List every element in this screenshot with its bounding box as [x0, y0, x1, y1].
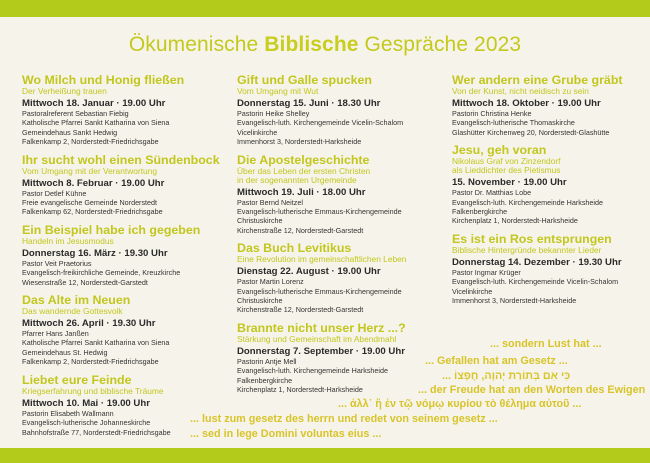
- event-detail-line: Evangelisch-lutherische Emmaus-Kirchengemeinde: [237, 207, 402, 217]
- event-title: Jesu, geh voran: [452, 143, 547, 158]
- event-entry: [22, 224, 227, 287]
- event-detail-line: Falkenbergkirche: [452, 207, 508, 217]
- quote-line: ... Gefallen hat am Gesetz ...: [425, 355, 568, 367]
- event-subtitle: Vom Umgang mit der Verantwortung: [22, 165, 157, 176]
- event-title: Ein Beispiel habe ich gegeben: [22, 222, 201, 237]
- quote-line: כִּי אִם בְּתוֹרַת יְהוָה, חֶפְצוֹ ...: [442, 370, 571, 382]
- event-detail-line: Pastorin Antje Mell: [237, 356, 297, 366]
- event-subtitle: Eine Revolution im gemeinschaftlichen Leben: [237, 254, 407, 265]
- event-entry: [237, 242, 442, 315]
- event-detail-line: Falkenkamp 2, Norderstedt-Friedrichsgabe: [22, 357, 159, 367]
- event-entry: [22, 74, 227, 147]
- event-detail-line: Falkenkamp 62, Norderstedt-Friedrichsgabe: [22, 207, 163, 217]
- event-subtitle: Biblische Hintergründe bekannter Lieder: [452, 244, 602, 255]
- event-detail-line: Christuskirche: [237, 296, 283, 306]
- event-detail-line: Kirchenplatz 1, Norderstedt-Harksheide: [237, 385, 363, 395]
- event-detail-line: Kirchenplatz 1, Norderstedt-Harksheide: [452, 216, 578, 226]
- event-title: Liebet eure Feinde: [22, 372, 132, 387]
- event-date: Mittwoch 8. Februar · 19.00 Uhr: [22, 177, 165, 189]
- event-date: 15. November · 19.00 Uhr: [452, 177, 567, 189]
- event-detail-line: Pastorin Christina Henke: [452, 109, 532, 118]
- event-date: Mittwoch 10. Mai · 19.00 Uhr: [22, 397, 150, 409]
- column-3: [452, 74, 648, 312]
- event-date: Donnerstag 15. Juni · 18.30 Uhr: [237, 98, 381, 109]
- event-detail-line: Pastor Bernd Neitzel: [237, 197, 303, 207]
- quote-line: ... der Freude hat an den Worten des Ewigen: [418, 384, 646, 396]
- event-subtitle: Handeln im Jesusmodus: [22, 235, 114, 246]
- event-subtitle: Über das Leben der ersten Christen in der sogenannten Urgemeinde: [237, 165, 371, 185]
- event-detail-line: Christuskirche: [237, 216, 283, 226]
- event-date: Donnerstag 16. März · 19.30 Uhr: [22, 247, 168, 259]
- column-2: [237, 74, 442, 402]
- event-entry: [22, 294, 227, 367]
- title-part-2: Biblische: [264, 33, 359, 56]
- event-detail-line: Evangelisch-luth. Kirchengemeinde Harksheide: [452, 197, 604, 207]
- event-entry: [237, 74, 442, 147]
- event-detail-line: Evangelisch-luth. Kirchengemeinde Vicelin-Schalom: [452, 277, 619, 287]
- event-title: Das Buch Levitikus: [237, 241, 352, 256]
- event-detail-line: Wiesenstraße 12, Norderstedt-Garstedt: [22, 277, 148, 287]
- event-subtitle: Das wandernde Gottesvolk: [22, 306, 123, 317]
- title-part-3: Gespräche 2023: [358, 33, 522, 56]
- event-detail-line: Pastor Dr. Matthias Lobe: [452, 188, 532, 198]
- event-detail-line: Immenhorst 3, Norderstedt-Harksheide: [452, 296, 577, 306]
- quote-line: ... lust zum gesetz des herrn und redet von seinem gesetz ...: [190, 413, 498, 425]
- event-detail-line: Evangelisch-lutherische Emmaus-Kirchengemeinde: [237, 286, 402, 296]
- event-title: Das Alte im Neuen: [22, 293, 131, 308]
- event-date: Mittwoch 18. Januar · 19.00 Uhr: [22, 98, 166, 109]
- event-detail-line: Pastorin Heike Shelley: [237, 109, 310, 118]
- event-detail-line: Vicelinkirche: [237, 127, 278, 137]
- event-entry: [237, 322, 442, 395]
- event-title: Wo Milch und Honig fließen: [22, 73, 185, 87]
- event-detail-line: Katholische Pfarrei Sankt Katharina von Siena: [22, 338, 170, 348]
- event-detail-line: Pastor Veit Praetorius: [22, 258, 92, 268]
- event-detail-line: Falkenbergkirche: [237, 375, 293, 385]
- event-date: Mittwoch 19. Juli · 18.00 Uhr: [237, 186, 366, 198]
- event-detail-line: Immenhorst 3, Norderstedt-Harksheide: [237, 137, 362, 147]
- event-detail-line: Freie evangelische Gemeinde Norderstedt: [22, 198, 158, 208]
- quote-line: ... sondern Lust hat ...: [490, 338, 602, 350]
- quote-line: ... sed in lege Domini voluntas eius ...: [190, 428, 382, 440]
- event-title: Wer andern eine Grube gräbt: [452, 73, 623, 87]
- event-detail-line: Gemeindehaus Sankt Hedwig: [22, 127, 118, 137]
- event-detail-line: Evangelisch-lutherische Thomaskirche: [452, 118, 575, 128]
- event-detail-line: Gemeindehaus St. Hedwig: [22, 347, 108, 357]
- event-entry: [452, 233, 648, 306]
- event-title: Es ist ein Ros entsprungen: [452, 231, 612, 246]
- event-detail-line: Pastor Detlef Kühne: [22, 188, 87, 198]
- quote-line: ... ἀλλ᾽ ἢ ἐν τῷ νόμῳ κυρίου τὸ θέλημα αὐτοῦ ...: [338, 398, 582, 410]
- event-date: Donnerstag 7. September · 19.00 Uhr: [237, 345, 405, 357]
- event-detail-line: Kirchenstraße 12, Norderstedt-Garstedt: [237, 305, 364, 315]
- event-entry: [452, 144, 648, 226]
- column-1: [22, 74, 227, 444]
- event-detail-line: Pfarrer Hans Janßen: [22, 329, 89, 339]
- event-detail-line: Evangelisch-lutherische Johanneskirche: [22, 418, 151, 428]
- event-detail-line: Evangelisch-luth. Kirchengemeinde Vicelin-Schalom: [237, 118, 404, 128]
- event-detail-line: Evangelisch-luth. Kirchengemeinde Harksheide: [237, 366, 389, 376]
- event-entry: [452, 74, 648, 137]
- event-detail-line: Pastoralreferent Sebastian Fiebig: [22, 109, 129, 118]
- event-date: Donnerstag 14. Dezember · 19.30 Uhr: [452, 256, 622, 268]
- event-subtitle: Vom Umgang mit Wut: [237, 86, 319, 96]
- event-entry: [237, 154, 442, 236]
- event-detail-line: Kirchenstraße 12, Norderstedt-Garstedt: [237, 225, 364, 235]
- event-detail-line: Pastor Martin Lorenz: [237, 277, 304, 287]
- event-date: Mittwoch 26. April · 19.30 Uhr: [22, 318, 156, 330]
- event-detail-line: Falkenkamp 2, Norderstedt-Friedrichsgabe: [22, 137, 159, 147]
- event-subtitle: Nikolaus Graf von Zinzendorf als Lieddichter des Pietismus: [452, 156, 561, 176]
- event-detail-line: Bahnhofstraße 77, Norderstedt-Friedrichsgabe: [22, 427, 171, 437]
- page-title: [0, 33, 650, 57]
- event-title: Die Apostelgeschichte: [237, 152, 370, 167]
- title-part-1: Ökumenische: [128, 33, 265, 56]
- event-detail-line: Glashütter Kirchenweg 20, Norderstedt-Glashütte: [452, 127, 610, 137]
- event-detail-line: Evangelisch-freikirchliche Gemeinde, Kreuzkirche: [22, 268, 181, 278]
- event-date: Mittwoch 18. Oktober · 19.00 Uhr: [452, 98, 601, 109]
- event-date: Dienstag 22. August · 19.00 Uhr: [237, 266, 381, 278]
- event-title: Brannte nicht unser Herz ...?: [237, 320, 406, 335]
- event-subtitle: Der Verheißung trauen: [22, 86, 107, 96]
- event-title: Ihr sucht wohl einen Sündenbock: [22, 152, 220, 167]
- event-detail-line: Vicelinkirche: [452, 286, 493, 296]
- event-title: Gift und Galle spucken: [237, 73, 372, 87]
- event-detail-line: Katholische Pfarrei Sankt Katharina von Siena: [22, 118, 170, 128]
- bottom-color-bar: [0, 448, 650, 463]
- event-detail-line: Pastorin Elisabeth Wallmann: [22, 408, 114, 418]
- event-subtitle: Stärkung und Gemeinschaft im Abendmahl: [237, 333, 397, 344]
- top-color-bar: [0, 0, 650, 17]
- event-detail-line: Pastor Ingmar Krüger: [452, 267, 521, 277]
- event-subtitle: Von der Kunst, nicht neidisch zu sein: [452, 86, 589, 96]
- event-entry: [22, 154, 227, 217]
- event-subtitle: Kriegserfahrung und biblische Träume: [22, 385, 164, 396]
